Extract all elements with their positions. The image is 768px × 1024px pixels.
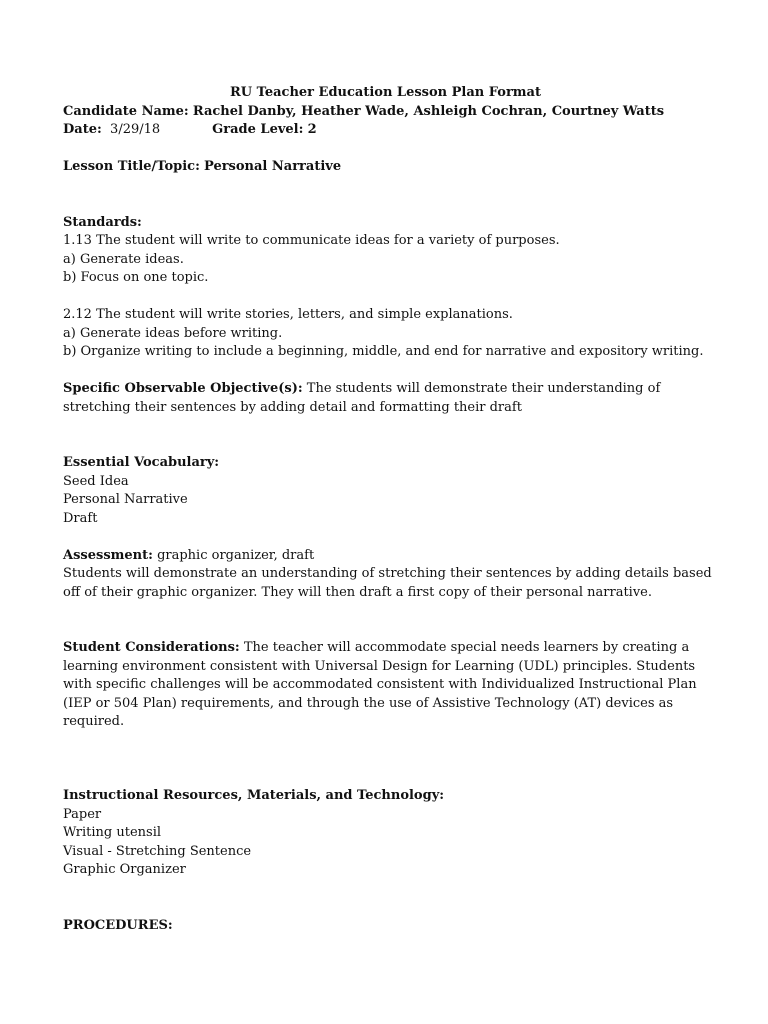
standards-heading: Standards: bbox=[63, 214, 142, 230]
considerations-text: required. bbox=[63, 714, 125, 729]
candidate-line bbox=[63, 103, 708, 122]
date-value: 3/29/18 bbox=[110, 122, 161, 137]
standard-line: b) Focus on one topic. bbox=[63, 270, 209, 285]
grade-value: 2 bbox=[307, 122, 317, 137]
standard-line: 2.12 The student will write stories, letters, and simple explanations. bbox=[63, 307, 513, 322]
candidate-value: Rachel Danby, Heather Wade, Ashleigh Cochran, Courtney Watts bbox=[192, 103, 665, 119]
candidate-label: Candidate Name: bbox=[63, 103, 189, 119]
resource-item: Graphic Organizer bbox=[63, 862, 186, 877]
assessment-text: off of their graphic organizer. They will then draft a first copy of their personal narrative. bbox=[63, 584, 653, 600]
document-title: RU Teacher Education Lesson Plan Format bbox=[230, 85, 541, 100]
standard-line: a) Generate ideas. bbox=[63, 251, 184, 267]
assessment-label: Assessment: bbox=[63, 547, 153, 563]
date-grade-line bbox=[63, 121, 708, 140]
objective-text: The students will demonstrate their understanding of bbox=[306, 381, 661, 396]
lesson-value: Personal Narrative bbox=[204, 159, 342, 174]
resources-heading: Instructional Resources, Materials, and Technology: bbox=[63, 788, 445, 803]
considerations-label: Student Considerations: bbox=[63, 640, 240, 655]
assessment-text: Students will demonstrate an understanding of stretching their sentences by adding details based bbox=[63, 566, 712, 581]
resource-item: Visual - Stretching Sentence bbox=[63, 843, 252, 859]
procedures-heading: PROCEDURES: bbox=[63, 917, 173, 933]
vocabulary-item: Draft bbox=[63, 510, 98, 526]
considerations-text: with specific challenges will be accommodated consistent with Individualized Instructional Plan bbox=[63, 677, 697, 692]
vocabulary-item: Personal Narrative bbox=[63, 492, 188, 507]
resource-item: Paper bbox=[63, 806, 102, 822]
lesson-title-line bbox=[63, 158, 708, 177]
assessment-value: graphic organizer, draft bbox=[157, 547, 315, 563]
assessment-line bbox=[63, 547, 708, 566]
objective-line bbox=[63, 380, 708, 399]
resource-item: Writing utensil bbox=[63, 825, 162, 840]
considerations-text: The teacher will accommodate special needs learners by creating a bbox=[243, 640, 690, 655]
considerations-text: (IEP or 504 Plan) requirements, and through the use of Assistive Technology (AT) devices as bbox=[63, 695, 674, 711]
vocabulary-item: Seed Idea bbox=[63, 473, 129, 489]
standard-line: 1.13 The student will write to communicate ideas for a variety of purposes. bbox=[63, 233, 560, 248]
vocabulary-heading: Essential Vocabulary: bbox=[63, 455, 220, 470]
objective-label: Specific Observable Objective(s): bbox=[63, 381, 303, 396]
date-label: Date: bbox=[63, 122, 102, 137]
lesson-label: Lesson Title/Topic: bbox=[63, 159, 200, 174]
standard-line: a) Generate ideas before writing. bbox=[63, 325, 283, 341]
considerations-line bbox=[63, 639, 708, 658]
standard-line: b) Organize writing to include a beginning, middle, and end for narrative and expository writing. bbox=[63, 344, 704, 359]
considerations-text: learning environment consistent with Universal Design for Learning (UDL) principles. Students bbox=[63, 658, 696, 674]
grade-label: Grade Level: bbox=[212, 122, 304, 137]
objective-continuation: stretching their sentences by adding detail and formatting their draft bbox=[63, 399, 522, 415]
